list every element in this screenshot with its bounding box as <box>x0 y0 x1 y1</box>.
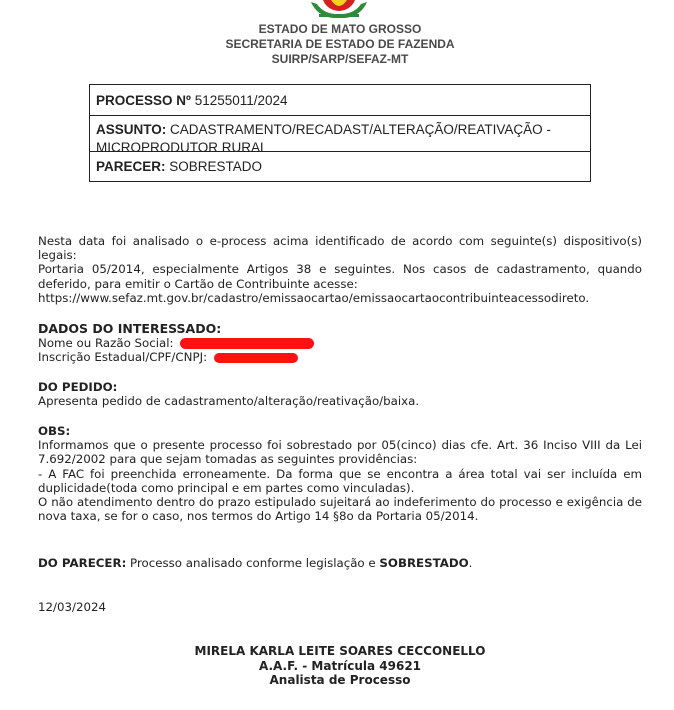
process-info-box <box>89 84 591 182</box>
intro-line: Portaria 05/2014, especialmente Artigos 38 e seguintes. Nos casos de cadastramento, quando deferido, para emitir o Cartão de Contribuinte acesse: <box>38 262 642 291</box>
subject-value-line1: CADASTRAMENTO/RECADAST/ALTERAÇÃO/REATIVAÇÃO - <box>170 122 551 137</box>
process-number-row <box>90 85 590 116</box>
header-secretariat: SECRETARIA DE ESTADO DE FAZENDA <box>225 37 455 51</box>
document-header <box>0 22 674 67</box>
opinion-section <box>38 556 642 570</box>
interested-party-section <box>38 322 642 365</box>
notes-section <box>38 424 642 523</box>
process-number: 51255011/2024 <box>194 92 288 108</box>
header-department: SUIRP/SARP/SEFAZ-MT <box>271 52 409 66</box>
signer-title: Analista de Processo <box>269 673 411 687</box>
notes-line: O não atendimento dentro do prazo estipulado sujeitará ao indeferimento do processo e exigência de nova taxa, se for o caso, nos termos do Artigo 14 §8o da Portaria 05/2014. <box>38 495 642 524</box>
intro-line: Nesta data foi analisado o e-process acima identificado de acordo com seguinte(s) dispositivo(s) legais: <box>38 234 642 263</box>
tax-id-label: Inscrição Estadual/CPF/CNPJ: <box>38 350 208 365</box>
redacted-tax-id <box>214 353 298 363</box>
final-opinion-label: DO PARECER: <box>38 556 127 570</box>
process-label: PROCESSO Nº <box>96 92 191 108</box>
signature-block <box>0 644 674 688</box>
notes-line: Informamos que o presente processo foi sobrestado por 05(cinco) dias cfe. Art. 36 Inciso VIII da Lei 7.692/2002 para que sejam tomadas as seguintes providências: <box>38 438 642 467</box>
redacted-name <box>180 338 314 349</box>
signer-name: MIRELA KARLA LEITE SOARES CECCONELLO <box>194 644 486 658</box>
signer-role: A.A.F. - Matrícula 49621 <box>258 658 422 673</box>
document-date: 12/03/2024 <box>38 600 106 614</box>
final-opinion-period: . <box>468 556 473 570</box>
request-text: Apresenta pedido de cadastramento/alteração/reativação/baixa. <box>38 394 420 409</box>
notes-line: - A FAC foi preenchida erroneamente. Da forma que se encontra a área total vai ser incluída em duplicidade(toda como principal e em partes como vinculadas). <box>38 466 642 495</box>
interested-party-heading: DADOS DO INTERESSADO: <box>38 321 222 336</box>
header-state: ESTADO DE MATO GROSSO <box>258 22 422 36</box>
opinion-label: PARECER: <box>96 159 166 174</box>
notes-heading: OBS: <box>38 424 71 438</box>
subject-row <box>90 116 590 155</box>
intro-url: https://www.sefaz.mt.gov.br/cadastro/emissaocartao/emissaocartaocontribuinteacessodireto. <box>38 290 590 305</box>
subject-label: ASSUNTO: <box>96 122 167 137</box>
intro-paragraph <box>38 234 642 305</box>
final-opinion-result: SOBRESTADO <box>379 556 469 570</box>
subject-value-line2: MICROPRODUTOR RURAL <box>96 140 268 155</box>
opinion-value: SOBRESTADO <box>169 159 263 174</box>
request-section <box>38 380 642 408</box>
state-coat-of-arms-icon <box>309 0 369 20</box>
request-heading: DO PEDIDO: <box>38 380 118 394</box>
name-label: Nome ou Razão Social: <box>38 336 174 351</box>
final-opinion-text: Processo analisado conforme legislação e <box>130 556 376 570</box>
